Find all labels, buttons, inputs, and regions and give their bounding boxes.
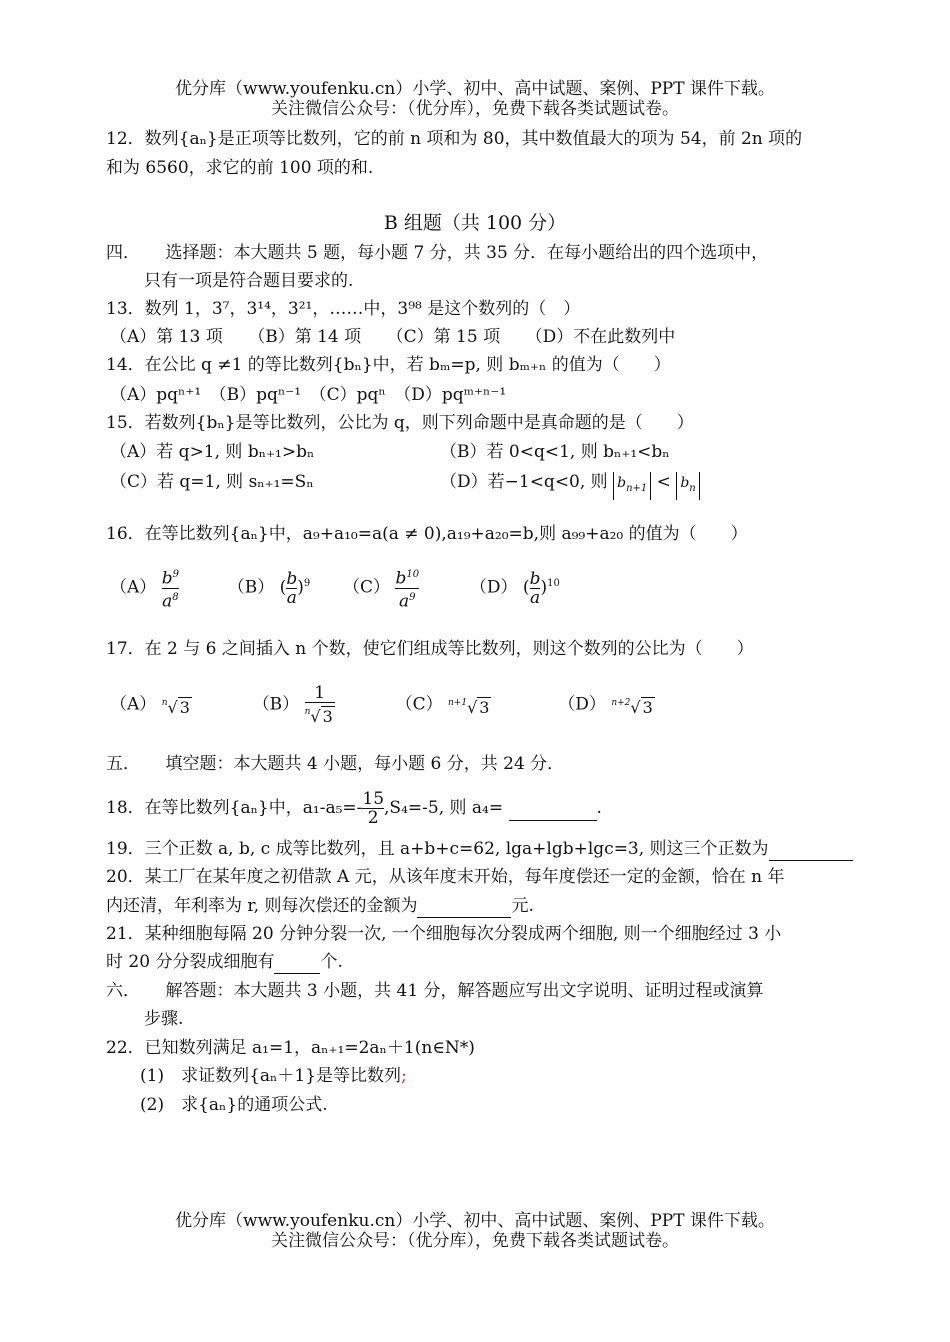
q22-part-1-mark: ; — [401, 1066, 407, 1086]
q18-post: ,S₄=-5, 则 a₄= — [384, 798, 504, 818]
q20-line-1: 20．某工厂在某年度之初借款 A 元，从该年度末开始，每年度偿还一定的金额，恰在 n 年 — [106, 867, 785, 887]
section-b-title: B 组题（共 100 分） — [383, 212, 567, 234]
q17-option-a-radical: $^n$√ 3 — [161, 697, 190, 717]
q17-label-c: （C） — [395, 694, 443, 715]
q22-part-1-text: (1) 求证数列{aₙ＋1}是等比数列 — [140, 1066, 402, 1086]
q17-stem: 17．在 2 与 6 之间插入 n 个数，使它们组成等比数列，则这个数列的公比为（ ） — [106, 639, 754, 659]
q20-line-2-end: 元. — [511, 896, 534, 916]
q16-label-b: （B） — [227, 577, 275, 598]
q16-option-b-fraction: $\frac{b}{a}$ — [286, 568, 298, 608]
q14-options: （A）pqⁿ⁺¹ （B）pqⁿ⁻¹ （C）pqⁿ （D）pqᵐ⁺ⁿ⁻¹ — [110, 385, 507, 405]
q13-options: （A）第 13 项 （B）第 14 项 （C）第 15 项 （D）不在此数列中 — [110, 327, 676, 347]
q18-pre: 18．在等比数列{aₙ}中，a₁-a₅=- — [106, 798, 363, 818]
q16-options: （A） $\frac{b^9}{a^8}$ （B） ( $\frac{b}{a}$ )$^9$ （C） $\frac{b^{10}}{a^9}$ （D） ( $\frac{b}{a}$ )$^{10}$ — [110, 566, 560, 610]
q16-option-d-fraction: $\frac{b}{a}$ — [529, 568, 541, 608]
q19-text: 19．三个正数 a, b, c 成等比数列，且 a+b+c=62, lga+lgb+lgc=3, 则这三个正数为 — [106, 839, 769, 859]
q18-end: . — [596, 798, 602, 818]
q17-label-d: （D） — [558, 694, 606, 715]
q17-label-a: （A） — [110, 694, 157, 715]
q22-part-2: (2) 求{aₙ}的通项公式. — [140, 1095, 328, 1115]
footer-line-1: 优分库（www.youfenku.cn）小学、初中、高中试题、案例、PPT 课件下载。 — [175, 1211, 775, 1231]
q13-stem: 13．数列 1，3⁷，3¹⁴，3²¹，……中，3⁹⁸ 是这个数列的（ ） — [106, 299, 581, 319]
q16-label-d: （D） — [469, 577, 518, 598]
q16-label-c: （C） — [343, 577, 391, 598]
part4-line-2: 只有一项是符合题目要求的. — [144, 271, 354, 291]
q16-stem: 16．在等比数列{aₙ}中，a₉+a₁₀=a(a ≠ 0),a₁₉+a₂₀=b,则 a₉₉+a₂₀ 的值为（ ） — [106, 524, 748, 544]
q21-line-1: 21．某种细胞每隔 20 分钟分裂一次, 一个细胞每次分裂成两个细胞, 则一个细胞经过 3 小 — [106, 924, 782, 944]
q19-line — [106, 838, 853, 861]
q20-answer-blank[interactable] — [417, 895, 511, 918]
part6-line-1: 六． 解答题：本大题共 3 小题，共 41 分，解答题应写出文字说明、证明过程或演算 — [106, 981, 764, 1001]
q18-answer-blank[interactable] — [509, 796, 597, 821]
q15-option-a: （A）若 q>1, 则 bₙ₊₁>bₙ — [110, 442, 315, 462]
q12-line-2: 和为 6560，求它的前 100 项的和. — [106, 158, 374, 178]
q15-option-d: （D）若−1<q<0, 则 $b_{n+1} < b_n$ — [440, 471, 700, 500]
part6-line-2: 步骤. — [144, 1009, 184, 1029]
q20-line-2-text: 内还清，年利率为 r, 则每次偿还的金额为 — [106, 896, 418, 916]
q17-option-c-radical: $^{n+1}$√ 3 — [448, 697, 490, 717]
q20-line-2 — [106, 895, 534, 918]
q15-stem: 15．若数列{bₙ}是等比数列，公比为 q，则下列命题中是真命题的是（ ） — [106, 413, 694, 433]
q17-label-b: （B） — [252, 694, 300, 715]
q18-fraction: $\frac{15}{2}$ — [362, 789, 385, 828]
q21-answer-blank[interactable] — [274, 951, 320, 974]
q18-line — [106, 790, 602, 827]
footer-line-2: 关注微信公众号：（优分库），免费下载各类试题试卷。 — [271, 1231, 679, 1251]
part5-heading: 五． 填空题：本大题共 4 小题，每小题 6 分，共 24 分． — [106, 754, 565, 774]
q17-options — [110, 684, 655, 726]
q19-answer-blank[interactable] — [769, 838, 853, 861]
q15-option-b: （B）若 0<q<1, 则 bₙ₊₁<bₙ — [440, 442, 670, 462]
q21-line-2-text: 时 20 分分裂成细胞有 — [106, 952, 275, 972]
q14-stem: 14．在公比 q ≠1 的等比数列{bₙ}中，若 bₘ=p, 则 bₘ₊ₙ 的值为（ ） — [106, 355, 671, 375]
header-line-2: 关注微信公众号：（优分库），免费下载各类试题试卷。 — [271, 99, 679, 119]
q22-part-1 — [140, 1065, 407, 1087]
q21-line-2-end: 个. — [320, 952, 343, 972]
q17-option-d-radical: $^{n+2}$√ 3 — [611, 697, 653, 717]
q12-line-1: 12．数列{aₙ}是正项等比数列，它的前 n 项和为 80，其中数值最大的项为 54，前 2n 项的 — [106, 129, 803, 149]
q17-option-b-fraction: $\frac{1}{^n√ 3}$ — [304, 683, 333, 726]
part4-line-1: 四． 选择题：本大题共 5 题，每小题 7 分，共 35 分．在每小题给出的四个选项中， — [106, 243, 769, 263]
q16-label-a: （A） — [110, 577, 157, 598]
q22-stem: 22．已知数列满足 a₁=1，aₙ₊₁=2aₙ＋1(n∈N*) — [106, 1038, 475, 1058]
abs-b-n-plus-1: $b_{n+1}$ — [613, 472, 651, 500]
q15-option-d-text: （D）若−1<q<0, 则 — [440, 472, 608, 492]
header-line-1: 优分库（www.youfenku.cn）小学、初中、高中试题、案例、PPT 课件下载。 — [175, 79, 775, 99]
abs-b-n: $b_n$ — [676, 472, 699, 500]
q15-option-c: （C）若 q=1, 则 sₙ₊₁=Sₙ — [110, 472, 314, 492]
q16-option-a-fraction: $\frac{b^9}{a^8}$ — [161, 568, 179, 612]
q16-option-c-fraction: $\frac{b^{10}}{a^9}$ — [395, 568, 420, 612]
q21-line-2 — [106, 951, 343, 974]
